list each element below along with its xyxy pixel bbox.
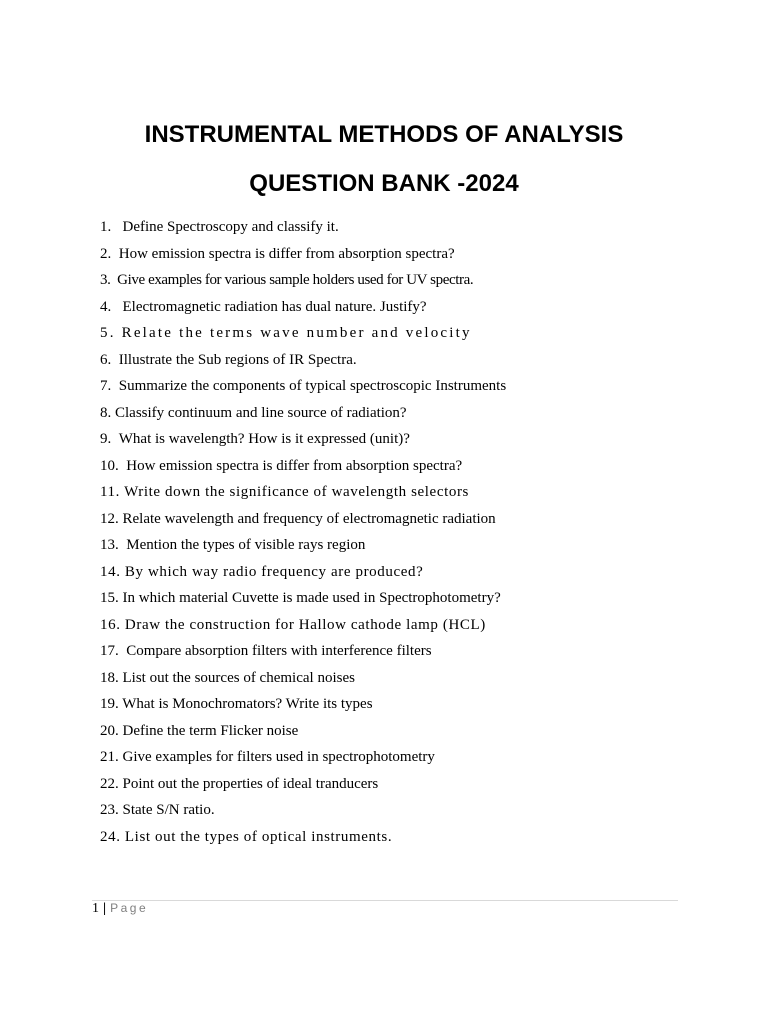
question-item: 20. Define the term Flicker noise xyxy=(100,722,299,739)
page-footer xyxy=(92,901,148,917)
question-item: 7. Summarize the components of typical spectroscopic Instruments xyxy=(100,378,507,394)
question-item: 22. Point out the properties of ideal tranducers xyxy=(100,775,379,792)
question-item: 18. List out the sources of chemical noises xyxy=(100,669,355,686)
question-item: 24. List out the types of optical instruments. xyxy=(100,828,393,845)
page-label: Page xyxy=(110,901,149,915)
question-item: 2. How emission spectra is differ from absorption spectra? xyxy=(100,245,455,262)
footer-divider xyxy=(92,900,678,901)
question-item: 17. Compare absorption filters with interference filters xyxy=(100,643,432,659)
question-item: 23. State S/N ratio. xyxy=(100,802,215,818)
question-item: 19. What is Monochromators? Write its types xyxy=(100,696,373,712)
question-list xyxy=(100,214,506,850)
question-item: 4. Electromagnetic radiation has dual nature. Justify? xyxy=(100,298,427,315)
question-item: 9. What is wavelength? How is it expressed (unit)? xyxy=(100,431,410,447)
question-item: 6. Illustrate the Sub regions of IR Spectra. xyxy=(100,351,357,368)
document-title: INSTRUMENTAL METHODS OF ANALYSIS xyxy=(144,121,624,148)
question-item: 16. Draw the construction for Hallow cathode lamp (HCL) xyxy=(100,616,486,633)
question-item: 12. Relate wavelength and frequency of electromagnetic radiation xyxy=(100,510,496,527)
question-item: 5. Relate the terms wave number and velocity xyxy=(100,325,472,341)
page-number: 1 xyxy=(92,901,99,916)
question-item: 21. Give examples for filters used in spectrophotometry xyxy=(100,749,435,765)
question-item: 8. Classify continuum and line source of radiation? xyxy=(100,404,407,421)
document-subtitle: QUESTION BANK -2024 xyxy=(249,170,519,197)
question-item: 10. How emission spectra is differ from absorption spectra? xyxy=(100,457,463,474)
question-item: 13. Mention the types of visible rays region xyxy=(100,537,366,553)
question-item: 14. By which way radio frequency are produced? xyxy=(100,563,424,580)
question-item: 3. Give examples for various sample holders used for UV spectra. xyxy=(100,272,474,288)
footer-separator: | xyxy=(103,901,107,916)
question-item: 11. Write down the significance of wavelength selectors xyxy=(100,484,469,500)
question-item: 15. In which material Cuvette is made used in Spectrophotometry? xyxy=(100,590,501,606)
question-item: 1. Define Spectroscopy and classify it. xyxy=(100,219,339,235)
